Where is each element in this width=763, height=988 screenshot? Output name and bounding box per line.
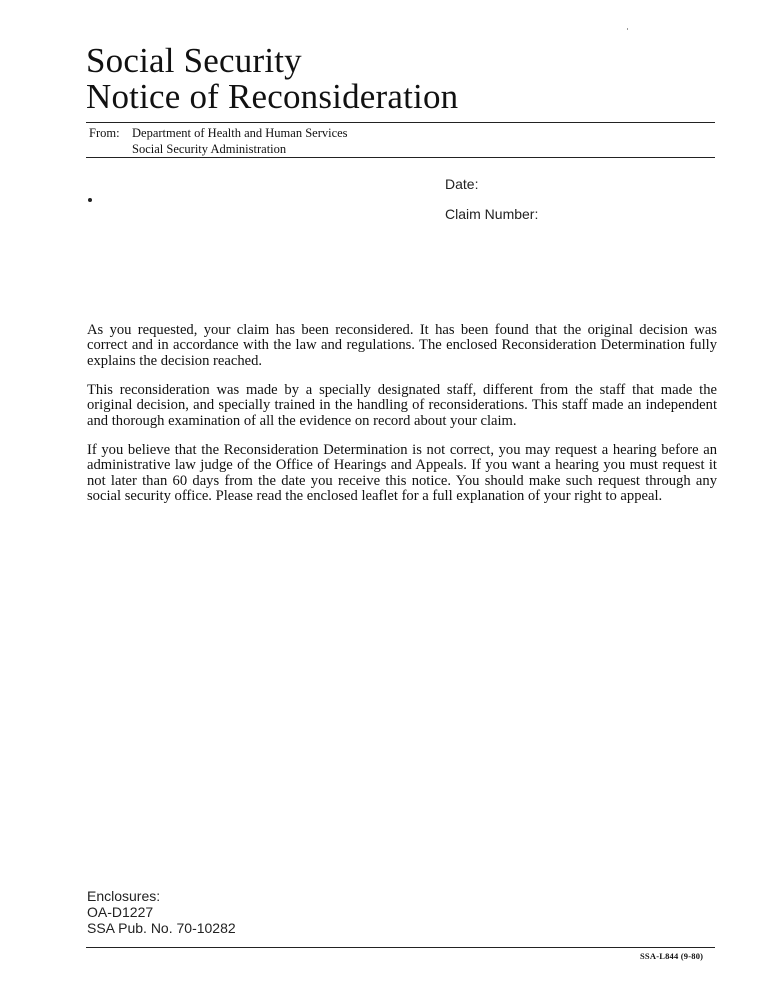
form-number: SSA-L844 (9-80) <box>640 951 704 961</box>
from-department: Department of Health and Human Services <box>132 126 348 140</box>
paragraph-appeal: If you believe that the Reconsideration Determination is not correct, you may request a hearing before an administrative law judge of the Office of Hearings and Appeals. If you want a hearing you must request it not later than 60 days from the date you receive this notice. You should make such request through any social security office. Please read the enclosed leaflet for a full explanation of your right to appeal. <box>87 442 717 505</box>
page-title-line-2: Notice of Reconsideration <box>86 77 459 116</box>
paragraph-staff: This reconsideration was made by a specially designated staff, different from the staff that made the original decision, and specially trained in the handling of reconsiderations. This staff made an independent and thorough examination of all the evidence on record about your claim. <box>87 382 717 429</box>
date-label: Date: <box>445 176 479 192</box>
from-label: From: <box>89 126 120 140</box>
from-administration: Social Security Administration <box>132 142 287 156</box>
address-marker-dot <box>88 198 92 202</box>
footer-rule <box>86 947 715 948</box>
page-title-line-1: Social Security <box>86 41 302 80</box>
paragraph-reconsidered: As you requested, your claim has been reconsidered. It has been found that the original decision was correct and in accordance with the law and regulations. The enclosed Reconsideration Determination fully explains the decision reached. <box>87 322 717 369</box>
enclosure-item: OA-D1227 <box>87 904 154 920</box>
header-top-rule <box>86 122 715 123</box>
claim-number-label: Claim Number: <box>445 206 539 222</box>
scan-speck <box>627 28 628 30</box>
enclosures-label: Enclosures: <box>87 888 161 904</box>
header-bottom-rule <box>86 157 715 158</box>
enclosure-item: SSA Pub. No. 70-10282 <box>87 920 236 936</box>
